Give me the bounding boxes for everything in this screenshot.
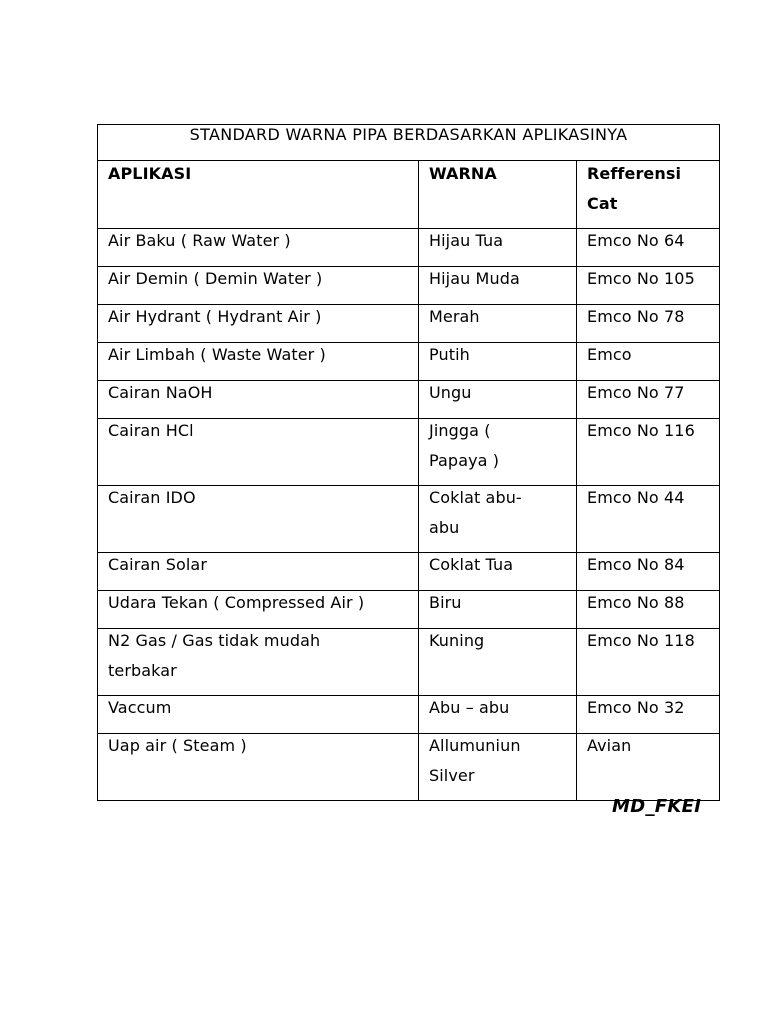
- cell-cat: Emco No 77: [577, 381, 720, 419]
- cell-warna: Kuning: [419, 629, 577, 696]
- table-title: STANDARD WARNA PIPA BERDASARKAN APLIKASINYA: [98, 125, 720, 161]
- table-row: [98, 553, 720, 591]
- cell-cat: Emco No 84: [577, 553, 720, 591]
- table-row: [98, 229, 720, 267]
- cell-cat: Emco No 88: [577, 591, 720, 629]
- cell-cat: Avian: [577, 734, 720, 801]
- header-aplikasi: APLIKASI: [98, 161, 419, 229]
- cell-warna: Coklat abu-abu: [419, 486, 577, 553]
- cell-warna: Merah: [419, 305, 577, 343]
- author-signature: MD_FKEI: [612, 796, 702, 817]
- cell-aplikasi: Udara Tekan ( Compressed Air ): [98, 591, 419, 629]
- cell-warna: Allumuniun Silver: [419, 734, 577, 801]
- table-row: [98, 734, 720, 801]
- cell-cat: Emco No 116: [577, 419, 720, 486]
- cell-aplikasi: Cairan IDO: [98, 486, 419, 553]
- cell-warna: Putih: [419, 343, 577, 381]
- cell-aplikasi: Cairan HCl: [98, 419, 419, 486]
- cell-cat: Emco No 118: [577, 629, 720, 696]
- table-row: [98, 343, 720, 381]
- cell-aplikasi: Air Limbah ( Waste Water ): [98, 343, 419, 381]
- table-row: [98, 305, 720, 343]
- cell-aplikasi: N2 Gas / Gas tidak mudah terbakar: [98, 629, 419, 696]
- cell-cat: Emco: [577, 343, 720, 381]
- cell-cat: Emco No 105: [577, 267, 720, 305]
- cell-warna: Biru: [419, 591, 577, 629]
- cell-aplikasi: Vaccum: [98, 696, 419, 734]
- cell-cat: Emco No 78: [577, 305, 720, 343]
- cell-aplikasi: Uap air ( Steam ): [98, 734, 419, 801]
- cell-aplikasi: Cairan Solar: [98, 553, 419, 591]
- table-row: [98, 591, 720, 629]
- cell-warna: Hijau Muda: [419, 267, 577, 305]
- header-warna: WARNA: [419, 161, 577, 229]
- cell-cat: Emco No 64: [577, 229, 720, 267]
- cell-warna: Abu – abu: [419, 696, 577, 734]
- cell-warna: Ungu: [419, 381, 577, 419]
- table-row: [98, 267, 720, 305]
- cell-warna: Jingga ( Papaya ): [419, 419, 577, 486]
- cell-cat: Emco No 32: [577, 696, 720, 734]
- cell-warna: Coklat Tua: [419, 553, 577, 591]
- cell-warna: Hijau Tua: [419, 229, 577, 267]
- pipe-color-standard-table: [97, 124, 720, 801]
- cell-aplikasi: Air Hydrant ( Hydrant Air ): [98, 305, 419, 343]
- header-refferensi-cat: Refferensi Cat: [577, 161, 720, 229]
- cell-aplikasi: Air Demin ( Demin Water ): [98, 267, 419, 305]
- cell-cat: Emco No 44: [577, 486, 720, 553]
- table-row: [98, 486, 720, 553]
- table-row: [98, 629, 720, 696]
- table-row: [98, 419, 720, 486]
- table-row: [98, 381, 720, 419]
- cell-aplikasi: Cairan NaOH: [98, 381, 419, 419]
- cell-aplikasi: Air Baku ( Raw Water ): [98, 229, 419, 267]
- table-row: [98, 696, 720, 734]
